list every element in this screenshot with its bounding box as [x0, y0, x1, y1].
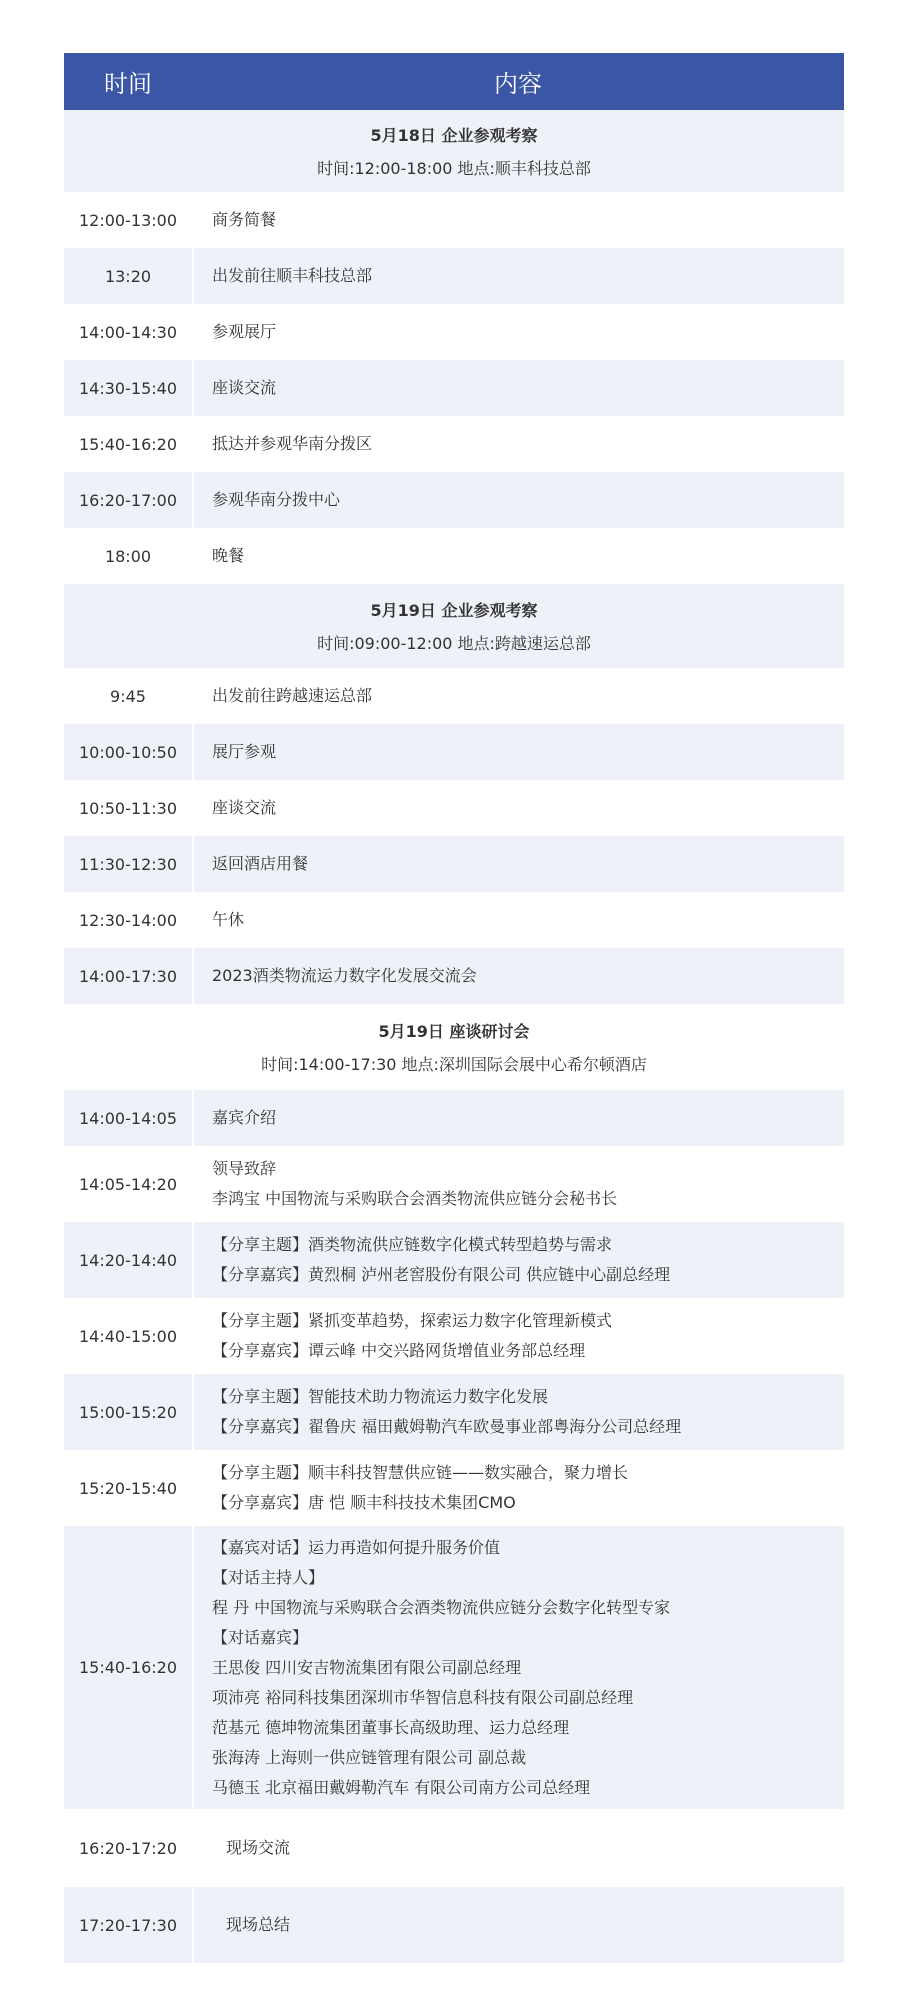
table-row: [64, 948, 844, 1004]
content-line: 【分享主题】智能技术助力物流运力数字化发展: [212, 1387, 549, 1406]
content-cell: [194, 1533, 844, 1803]
content-cell: [194, 1103, 844, 1133]
content-cell: [194, 961, 844, 991]
table-row: [64, 1374, 844, 1450]
content-cell: [194, 541, 844, 571]
content-cell: [194, 905, 844, 935]
content-cell: [194, 1833, 844, 1863]
content-line: 返回酒店用餐: [212, 854, 309, 873]
time-cell: 16:20-17:00: [79, 490, 177, 510]
content-line: 【对话主持人】: [212, 1567, 325, 1587]
section-subtitle: 时间:14:00-17:30 地点:深圳国际会展中心希尔顿酒店: [261, 1055, 647, 1074]
time-cell: 18:00: [104, 546, 152, 566]
content-line: 座谈交流: [212, 378, 277, 397]
content-line: 王思俊 四川安吉物流集团有限公司副总经理: [212, 1657, 522, 1677]
content-line: 项沛亮 裕同科技集团深圳市华智信息科技有限公司副总经理: [212, 1687, 634, 1707]
content-line: 程 丹 中国物流与采购联合会酒类物流供应链分会数字化转型专家: [212, 1597, 671, 1617]
content-cell: [194, 1458, 844, 1518]
time-cell: 10:00-10:50: [79, 742, 177, 762]
content-cell: [194, 1306, 844, 1366]
content-line: 参观展厅: [212, 322, 277, 341]
content-line: 商务简餐: [212, 210, 277, 229]
time-cell: 12:00-13:00: [79, 210, 177, 230]
content-line: 午休: [212, 910, 245, 929]
time-cell: 15:00-15:20: [79, 1402, 177, 1422]
section-subtitle: 时间:09:00-12:00 地点:跨越速运总部: [317, 634, 591, 653]
table-row: [64, 304, 844, 360]
section-title: 5月19日 座谈研讨会: [378, 1022, 530, 1041]
time-cell: 16:20-17:20: [79, 1838, 177, 1858]
time-cell: 14:00-14:05: [79, 1108, 177, 1128]
content-cell: [194, 261, 844, 291]
table-row: [64, 780, 844, 836]
section-header: [64, 110, 844, 192]
time-cell: 11:30-12:30: [79, 854, 177, 874]
time-cell: 9:45: [110, 686, 146, 706]
content-line: 【分享嘉宾】谭云峰 中交兴路网货增值业务部总经理: [212, 1341, 586, 1360]
table-row: [64, 1146, 844, 1222]
content-line: 领导致辞: [212, 1159, 277, 1178]
content-cell: [194, 681, 844, 711]
content-line: 马德玉 北京福田戴姆勒汽车 有限公司南方公司总经理: [212, 1777, 591, 1797]
content-line: 座谈交流: [212, 798, 277, 817]
section-title: 5月18日 企业参观考察: [370, 126, 538, 145]
content-cell: [194, 373, 844, 403]
header-time: 时间: [104, 70, 152, 98]
content-line: 【分享主题】紧抓变革趋势，探索运力数字化管理新模式: [212, 1311, 613, 1330]
content-line: 出发前往顺丰科技总部: [212, 266, 373, 285]
table-body: [64, 110, 844, 1963]
content-line: 【分享嘉宾】黄烈桐 泸州老窖股份有限公司 供应链中心副总经理: [212, 1265, 671, 1284]
content-line: 出发前往跨越速运总部: [212, 686, 373, 705]
content-line: 【分享嘉宾】唐 恺 顺丰科技技术集团CMO: [212, 1493, 516, 1512]
time-cell: 14:00-14:30: [79, 322, 177, 342]
content-line: 嘉宾介绍: [212, 1108, 277, 1127]
table-row: [64, 360, 844, 416]
content-line: 【分享主题】顺丰科技智慧供应链——数实融合，聚力增长: [212, 1463, 629, 1482]
content-line: 参观华南分拨中心: [212, 490, 341, 509]
table-row: [64, 192, 844, 248]
table-row: [64, 1090, 844, 1146]
time-cell: 14:20-14:40: [79, 1250, 177, 1270]
content-line: 【嘉宾对话】运力再造如何提升服务价值: [212, 1537, 501, 1557]
time-cell: 15:40-16:20: [79, 434, 177, 454]
content-cell: [194, 429, 844, 459]
table-header: [64, 53, 844, 110]
content-cell: [194, 205, 844, 235]
table-row: [64, 892, 844, 948]
content-cell: [194, 793, 844, 823]
table-row: [64, 1526, 844, 1809]
time-cell: 14:00-17:30: [79, 966, 177, 986]
content-line: 2023酒类物流运力数字化发展交流会: [212, 966, 477, 985]
time-cell: 12:30-14:00: [79, 910, 177, 930]
content-line: 现场总结: [226, 1915, 291, 1934]
time-cell: 15:20-15:40: [79, 1478, 177, 1498]
table-row: [64, 1222, 844, 1298]
content-cell: [194, 485, 844, 515]
table-row: [64, 472, 844, 528]
content-line: 张海涛 上海则一供应链管理有限公司 副总裁: [212, 1747, 527, 1767]
section-header: [64, 584, 844, 668]
content-cell: [194, 1382, 844, 1442]
table-row: [64, 416, 844, 472]
time-cell: 10:50-11:30: [79, 798, 177, 818]
table-row: [64, 668, 844, 724]
time-cell: 15:40-16:20: [79, 1658, 177, 1677]
content-line: 【分享主题】酒类物流供应链数字化模式转型趋势与需求: [212, 1235, 613, 1254]
time-cell: 17:20-17:30: [79, 1915, 177, 1935]
table-row: [64, 1809, 844, 1887]
content-line: 展厅参观: [212, 742, 277, 761]
content-line: 【分享嘉宾】翟鲁庆 福田戴姆勒汽车欧曼事业部粤海分公司总经理: [212, 1417, 682, 1436]
table-row: [64, 1298, 844, 1374]
content-line: 【对话嘉宾】: [212, 1627, 309, 1647]
section-title: 5月19日 企业参观考察: [370, 601, 538, 620]
content-cell: [194, 849, 844, 879]
agenda-table: [64, 53, 844, 1963]
content-line: 抵达并参观华南分拨区: [212, 434, 373, 453]
content-cell: [194, 1910, 844, 1940]
section-header: [64, 1004, 844, 1090]
content-line: 李鸿宝 中国物流与采购联合会酒类物流供应链分会秘书长: [212, 1189, 618, 1208]
table-row: [64, 836, 844, 892]
header-content: 内容: [494, 70, 542, 98]
section-subtitle: 时间:12:00-18:00 地点:顺丰科技总部: [317, 159, 591, 178]
content-line: 现场交流: [226, 1838, 291, 1857]
content-cell: [194, 317, 844, 347]
content-cell: [194, 737, 844, 767]
time-cell: 14:30-15:40: [79, 378, 177, 398]
table-row: [64, 724, 844, 780]
content-cell: [194, 1230, 844, 1290]
time-cell: 13:20: [104, 266, 152, 286]
time-cell: 14:40-15:00: [79, 1326, 177, 1346]
table-row: [64, 248, 844, 304]
table-row: [64, 1887, 844, 1963]
content-line: 范基元 德坤物流集团董事长高级助理、运力总经理: [212, 1717, 570, 1737]
table-row: [64, 1450, 844, 1526]
content-line: 晚餐: [212, 546, 245, 565]
table-row: [64, 528, 844, 584]
content-cell: [194, 1154, 844, 1214]
time-cell: 14:05-14:20: [79, 1174, 177, 1194]
